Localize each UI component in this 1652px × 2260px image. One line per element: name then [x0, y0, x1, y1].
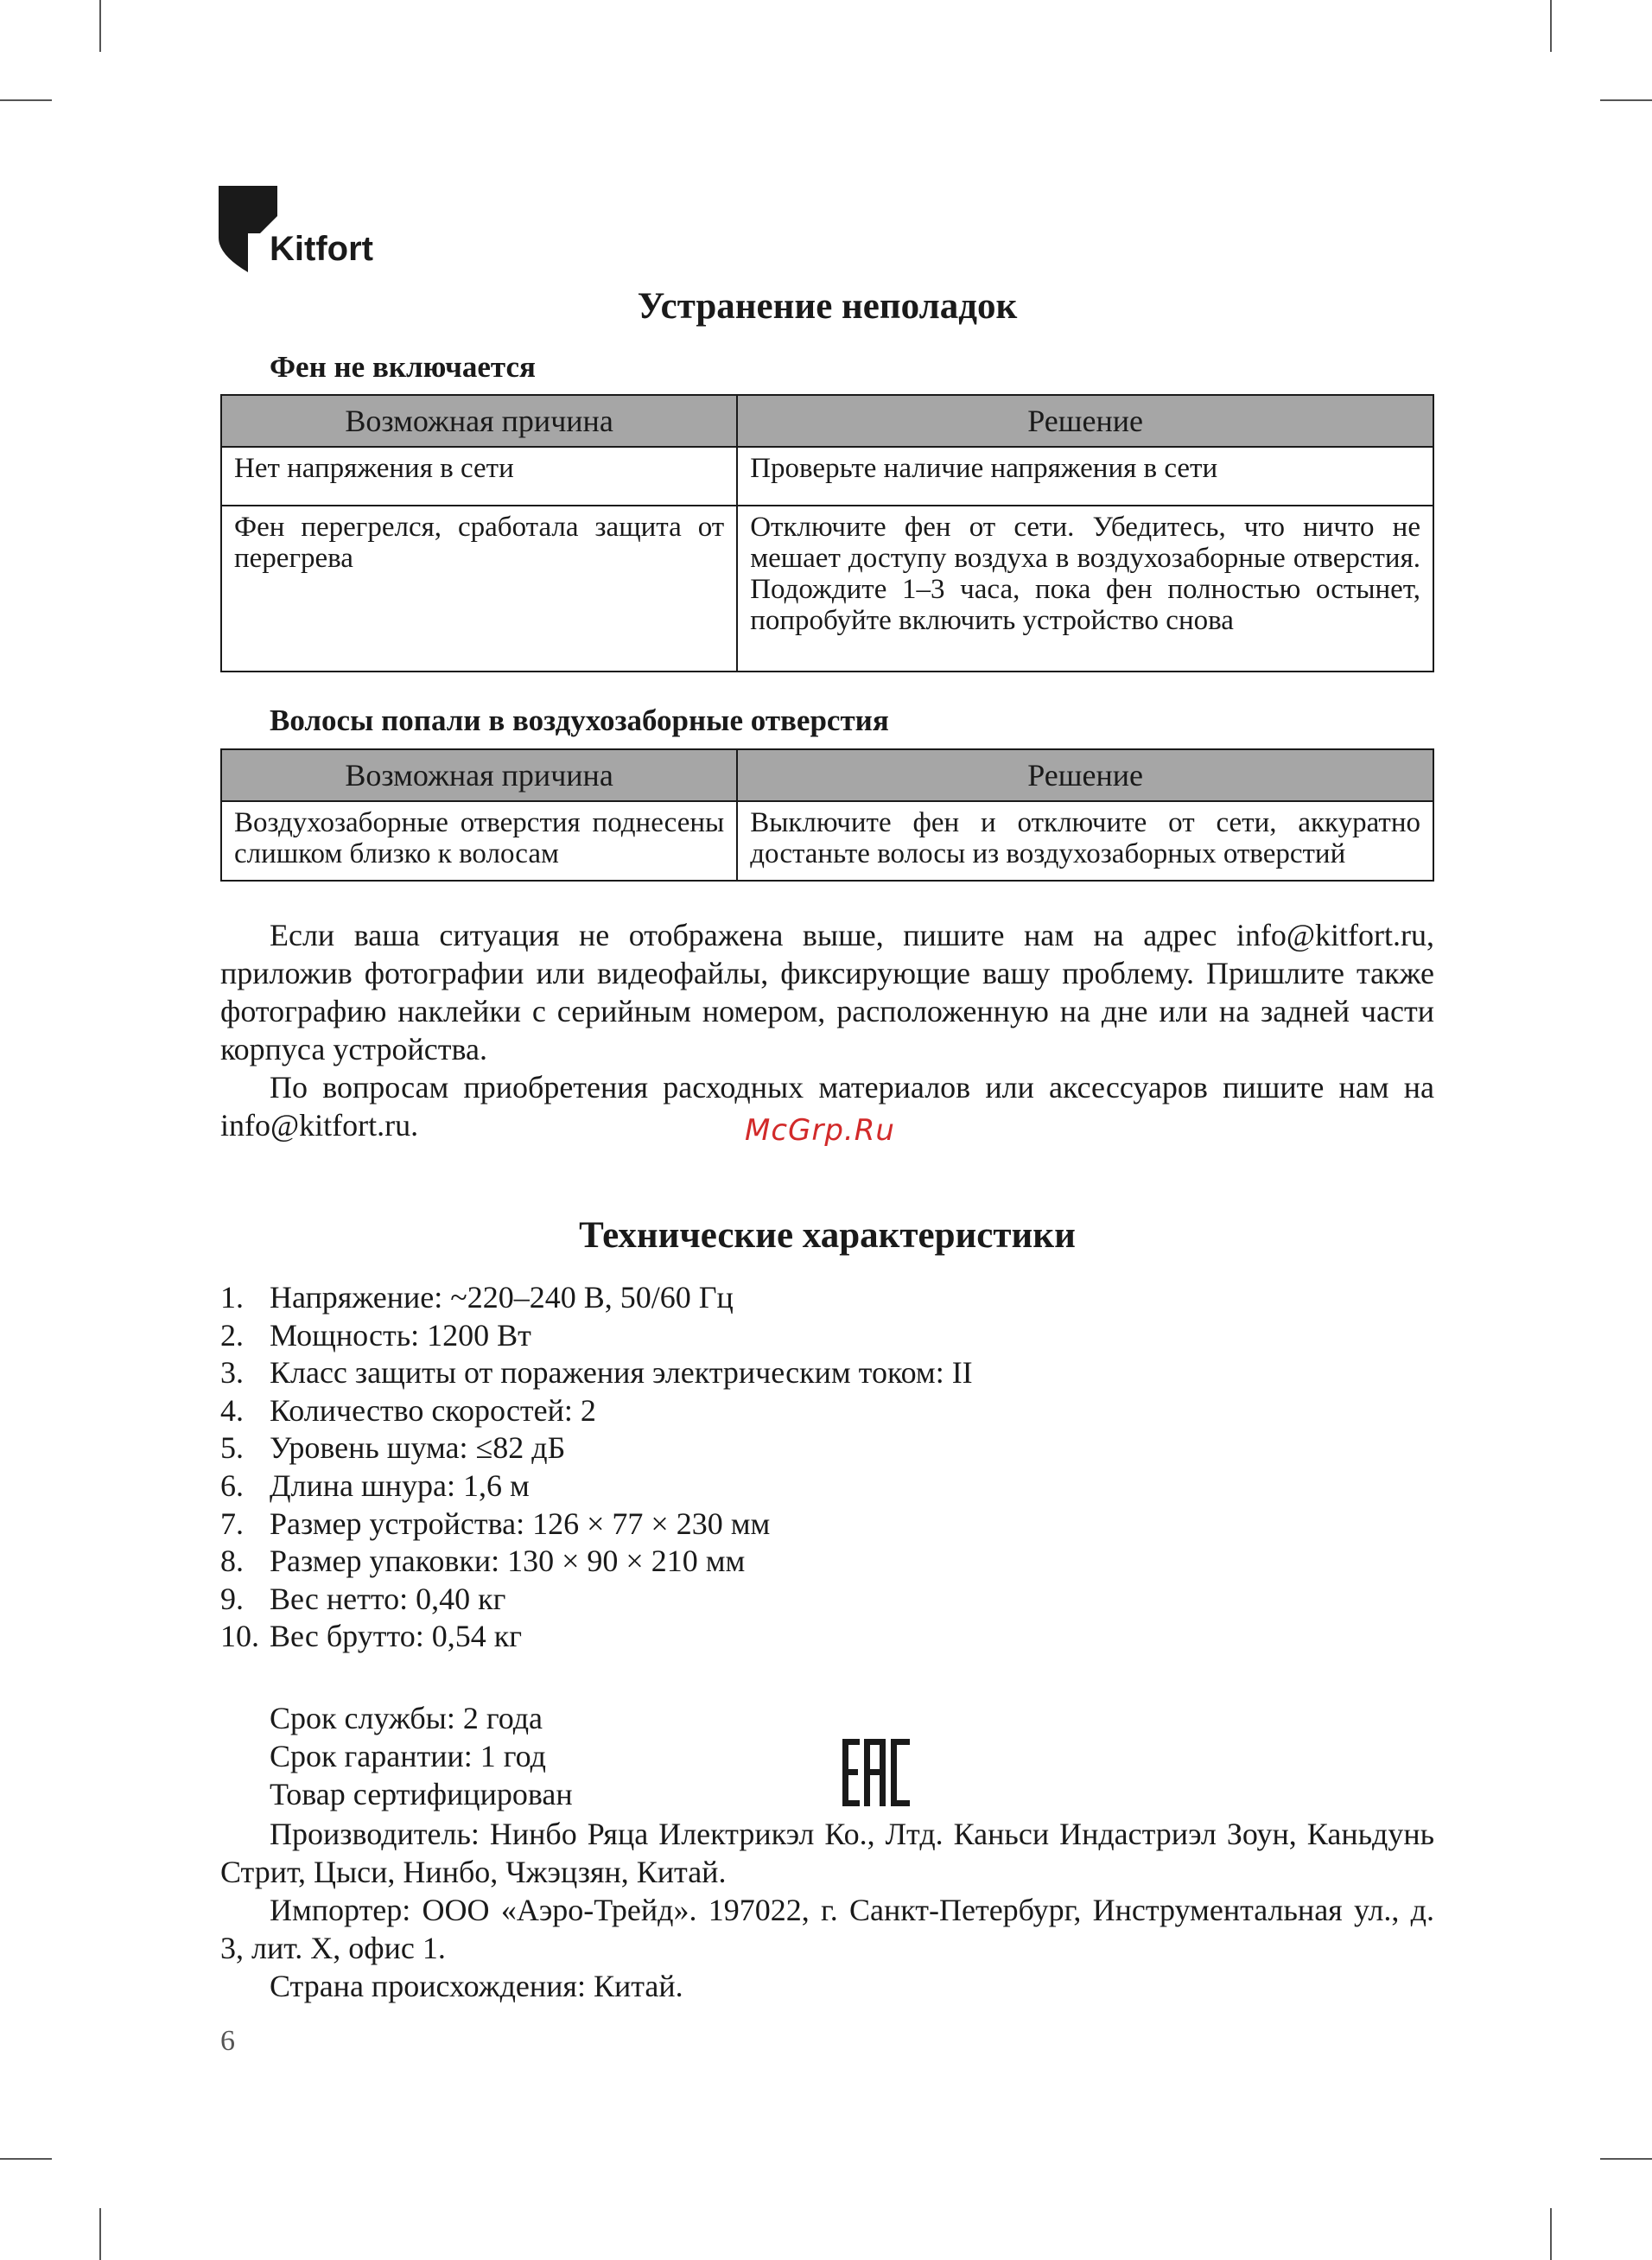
specs-title: Технические характеристики [579, 1215, 1076, 1256]
item-number: 10. [220, 1619, 259, 1654]
table-header-row [221, 749, 1433, 801]
list-item [220, 1279, 973, 1317]
item-text: Мощность: 1200 Вт [270, 1317, 531, 1353]
column-header-solution: Решение [737, 395, 1433, 447]
section-heading-no-power: Фен не включается [270, 350, 536, 384]
item-text: Напряжение: ~220–240 В, 50/60 Гц [270, 1280, 734, 1315]
solution-cell: Выключите фен и отключите от сети, аккуратно достаньте волосы из воздухозаборных отверстий [737, 801, 1433, 881]
item-text: Длина шнура: 1,6 м [270, 1467, 530, 1503]
item-number: 2. [220, 1317, 244, 1353]
list-item [220, 1581, 973, 1619]
crop-mark [1600, 2158, 1652, 2160]
cause-cell: Нет напряжения в сети [221, 447, 737, 506]
importer: Импортер: ООО «Аэро-Трейд». 197022, г. Санкт-Петербург, Инструментальная ул., д. 3, лит. Х, офис 1. [220, 1893, 1434, 1965]
troubleshooting-title: Устранение неполадок [637, 286, 1018, 327]
list-item [220, 1618, 973, 1656]
manufacturer: Производитель: Нинбо Ряца Илектрикэл Ко., Лтд. Каньси Индастриэл Зоун, Каньдунь Стрит, Цыси, Нинбо, Чжэцзян, Китай. [220, 1817, 1434, 1889]
watermark: McGrp.Ru [745, 1113, 895, 1148]
item-text: Вес нетто: 0,40 кг [270, 1581, 506, 1616]
crop-mark [99, 2208, 101, 2260]
solution-cell: Отключите фен от сети. Убедитесь, что ничто не мешает доступу воздуха в воздухозаборные отверстия. Подождите 1–3 часа, пока фен полностью остынет, попробуйте включить устройство снова [737, 506, 1433, 672]
item-text: Размер устройства: 126 × 77 × 230 мм [270, 1506, 771, 1541]
troubleshooting-table-1 [220, 394, 1434, 672]
eac-mark-icon [842, 1739, 912, 1806]
list-item [220, 1354, 973, 1392]
table-header-row [221, 395, 1433, 447]
troubleshooting-table-2 [220, 748, 1434, 882]
column-header-cause: Возможная причина [221, 395, 737, 447]
list-item [220, 1543, 973, 1581]
page-number: 6 [220, 2025, 235, 2057]
item-text: Класс защиты от поражения электрическим током: II [270, 1355, 973, 1391]
item-number: 9. [220, 1581, 244, 1616]
certified: Товар сертифицирован [270, 1777, 573, 1811]
item-number: 5. [220, 1430, 244, 1466]
column-header-solution: Решение [737, 749, 1433, 801]
crop-mark [1600, 99, 1652, 101]
solution-cell: Проверьте наличие напряжения в сети [737, 447, 1433, 506]
crop-mark [99, 0, 101, 52]
list-item [220, 1506, 973, 1544]
crop-mark [0, 2158, 52, 2160]
table-row [221, 447, 1433, 506]
item-number: 8. [220, 1544, 244, 1579]
warranty: Срок гарантии: 1 год [270, 1739, 546, 1773]
service-life: Срок службы: 2 года [270, 1701, 543, 1735]
brand-name: Kitfort [270, 230, 373, 268]
item-number: 6. [220, 1467, 244, 1503]
table-row [221, 801, 1433, 881]
origin: Страна происхождения: Китай. [270, 1969, 683, 2003]
specs-list [220, 1279, 973, 1656]
table-row [221, 506, 1433, 672]
item-number: 1. [220, 1280, 244, 1315]
list-item [220, 1317, 973, 1355]
item-number: 7. [220, 1506, 244, 1541]
item-number: 3. [220, 1355, 244, 1391]
list-item [220, 1467, 973, 1506]
crop-mark [0, 99, 52, 101]
item-text: Уровень шума: ≤82 дБ [270, 1430, 566, 1466]
contact-paragraph: Если ваша ситуация не отображена выше, пишите нам на адрес info@kitfort.ru, приложив фотографии или видеофайлы, фиксирующие вашу проблему. Пришлите также фотографию наклейки с серийным номером, расположенную на дне или на задней части корпуса устройства. [220, 918, 1434, 1066]
section-heading-hair: Волосы попали в воздухозаборные отверстия [270, 703, 889, 737]
item-text: Количество скоростей: 2 [270, 1392, 596, 1428]
cause-cell: Фен перегрелся, сработала защита от перегрева [221, 506, 737, 672]
item-number: 4. [220, 1392, 244, 1428]
list-item [220, 1392, 973, 1430]
column-header-cause: Возможная причина [221, 749, 737, 801]
crop-mark [1550, 0, 1552, 52]
crop-mark [1550, 2208, 1552, 2260]
cause-cell: Воздухозаборные отверстия поднесены слишком близко к волосам [221, 801, 737, 881]
item-text: Вес брутто: 0,54 кг [270, 1619, 522, 1654]
accessories-paragraph: По вопросам приобретения расходных материалов или аксессуаров пишите нам на info@kitfort.ru. [220, 1070, 1434, 1143]
list-item [220, 1429, 973, 1467]
item-text: Размер упаковки: 130 × 90 × 210 мм [270, 1544, 746, 1579]
